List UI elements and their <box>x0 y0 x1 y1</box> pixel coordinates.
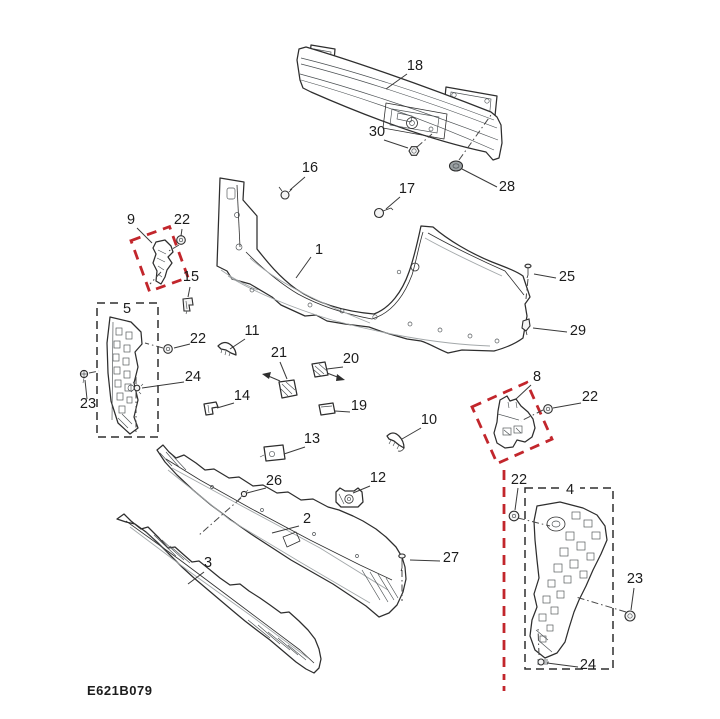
callout-23-b: 23 <box>626 571 644 587</box>
side-bracket-part-5 <box>107 317 142 434</box>
callout-19: 19 <box>350 398 368 414</box>
callout-29: 29 <box>569 323 587 339</box>
callout-20: 20 <box>342 351 360 367</box>
callout-26: 26 <box>265 473 283 489</box>
callout-24-b: 24 <box>579 657 597 673</box>
callout-14: 14 <box>233 388 251 404</box>
nut-part-22-b <box>164 345 173 354</box>
callout-15: 15 <box>182 269 200 285</box>
callout-25: 25 <box>558 269 576 285</box>
clip-part-21 <box>262 372 297 398</box>
clip-part-15 <box>183 298 193 314</box>
callout-27: 27 <box>442 550 460 566</box>
hook-part-17 <box>375 208 394 218</box>
nut-part-22-a <box>177 236 186 245</box>
callout-22-c: 22 <box>581 389 599 405</box>
callout-24-a: 24 <box>184 369 202 385</box>
callout-30: 30 <box>368 124 386 140</box>
nut-part-23-b <box>625 611 635 621</box>
callout-2: 2 <box>302 511 312 527</box>
clip-part-11 <box>218 343 236 357</box>
clip-part-20 <box>312 362 345 381</box>
screw-part-23-a <box>80 370 87 383</box>
callout-18: 18 <box>406 58 424 74</box>
callout-17: 17 <box>398 181 416 197</box>
callout-21: 21 <box>270 345 288 361</box>
plug-part-28 <box>450 161 463 171</box>
diagram-code: E621B079 <box>87 683 153 698</box>
hook-part-16 <box>279 187 292 199</box>
clip-part-13 <box>260 445 285 461</box>
callout-5: 5 <box>122 301 132 317</box>
callout-3: 3 <box>203 555 213 571</box>
callout-13: 13 <box>303 431 321 447</box>
callout-8: 8 <box>532 369 542 385</box>
clip-part-14 <box>204 402 218 415</box>
clip-part-19 <box>319 403 335 415</box>
callout-22-a: 22 <box>173 212 191 228</box>
callout-23-a: 23 <box>79 396 97 412</box>
bracket-part-8 <box>494 396 535 448</box>
nut-part-30 <box>409 147 419 156</box>
callout-4: 4 <box>565 482 575 498</box>
callout-10: 10 <box>420 412 438 428</box>
callout-11: 11 <box>244 323 260 339</box>
screw-part-24-b <box>538 659 549 665</box>
clip-part-10 <box>387 433 404 451</box>
bracket-part-9 <box>153 240 173 284</box>
side-bracket-part-4 <box>530 502 607 658</box>
callout-12: 12 <box>369 470 387 486</box>
bumper-cover-part-1 <box>217 178 530 353</box>
callout-28: 28 <box>498 179 516 195</box>
callout-1: 1 <box>314 242 324 258</box>
screw-part-25 <box>525 264 531 278</box>
callout-16: 16 <box>301 160 319 176</box>
nut-part-22-d <box>509 511 519 521</box>
callout-22-d: 22 <box>510 472 528 488</box>
nut-part-22-c <box>544 405 553 414</box>
callout-9: 9 <box>126 212 136 228</box>
callout-22-b: 22 <box>189 331 207 347</box>
